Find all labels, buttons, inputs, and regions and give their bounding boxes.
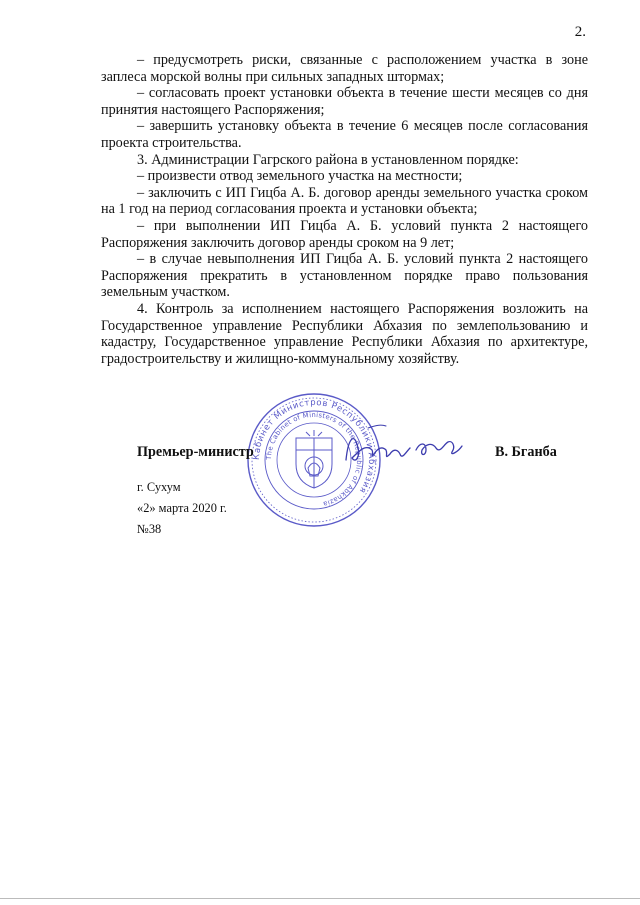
paragraph-3: – завершить установку объекта в течение 6 месяцев после согласования проекта строительства.	[101, 118, 588, 151]
emblem-icon	[296, 430, 332, 488]
paragraph-4: 3. Администрации Гагрского района в установленном порядке:	[137, 151, 519, 168]
seal-text-en: The Cabinet of Ministers of the Republic of Abkhazia	[264, 410, 364, 509]
page-number: 2.	[574, 24, 586, 40]
bottom-edge-line	[0, 898, 640, 899]
paragraph-5: – произвести отвод земельного участка на местности;	[137, 168, 463, 185]
signatory-title: Премьер-министр	[137, 444, 254, 460]
place-of-signing: г. Сухум	[137, 480, 181, 494]
document-body	[101, 52, 588, 367]
paragraph-8: – в случае невыполнения ИП Гицба А. Б. условий пункта 2 настоящего Распоряжения прекратить в установленном порядке право пользования земельным участком.	[101, 251, 588, 301]
seal-text-ru: Кабинет Министров Республики Абхазия	[251, 397, 377, 496]
paragraph-7: – при выполнении ИП Гицба А. Б. условий пункта 2 настоящего Распоряжения заключить договор аренды сроком на 9 лет;	[101, 217, 588, 251]
document-date: «2» марта 2020 г.	[137, 501, 227, 515]
paragraph-6: – заключить с ИП Гицба А. Б. договор аренды земельного участка сроком на 1 год на период согласования проекта и установки объекта;	[101, 184, 588, 218]
signatory-name: В. Бганба	[495, 444, 557, 460]
paragraph-1: – предусмотреть риски, связанные с расположением участка в зоне заплеса морской волны при сильных западных штормах;	[101, 52, 588, 85]
paragraph-2: – согласовать проект установки объекта в течение шести месяцев со дня принятия настоящего Распоряжения;	[101, 85, 588, 118]
document-number: №38	[137, 522, 162, 536]
paragraph-9: 4. Контроль за исполнением настоящего Распоряжения возложить на Государственное управление Республики Абхазия по землепользованию и кадастру, Государственное управление Республики Абхазия по архитектуре, градостроительству и жилищно-коммунальному хозяйству.	[101, 300, 588, 367]
handwritten-signature	[340, 420, 470, 472]
